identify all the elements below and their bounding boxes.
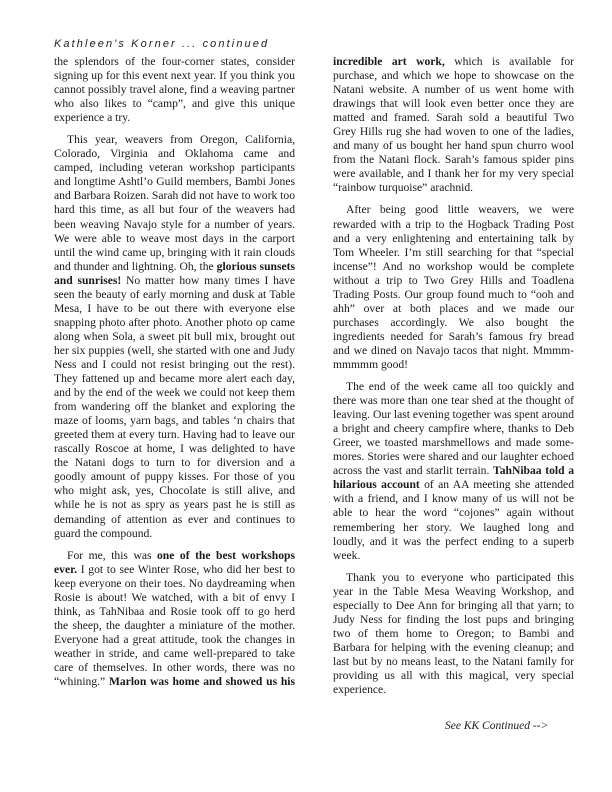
- bold-phrase: glorious sunsets and sunrises!: [54, 259, 295, 287]
- paragraph: [333, 203, 574, 372]
- paragraph: [54, 549, 295, 689]
- paragraph-text: No matter how many times I have seen the beauty of early morning and dusk at Table Mesa, I have to be out there with everyone else snapping photo after photo. Another photo op came along when Sola, a sweet pit bull mix, brought out her six puppies (well, she started with one and Judy Ness and I could not resist bringing out the rest). They fattened up and became more alert each day, and by the end of the week we could not keep them from wandering off the blanket and exploring the maze of looms, yarn bags, and tables ‘n chairs that greeted them at every turn. Having had to leave our rascally Roscoe at home, I was delighted to have the Natani dogs to turn to for diversion and a goodly amount of puppy kisses. For those of you who might ask, yes, Chocolate is still alive, and while he is not as spry as years past he is still as demanding of attention as ever and continues to guard the compound.: [54, 273, 295, 540]
- left-column: [54, 55, 295, 697]
- paragraph-text: which is available for purchase, and which we hope to showcase on the Natani website. A number of us went home with drawings that will look even better once they are matted and framed. Sarah sold a beautiful Two Grey Hills rug she had woven to one of the ladies, and many of us bought her hand spun churro wool from the Natani flock. Sarah’s famous spider pins were available, and I thank her for my very special “rainbow turquoise” arachnid.: [333, 55, 574, 195]
- paragraph: [54, 55, 295, 125]
- paragraph-text: the splendors of the four-corner states, consider signing up for this event next year. If you think you cannot possibly travel alone, find a weaving partner who also likes to “camp”, and give this unique experience a try.: [54, 55, 295, 125]
- bold-phrase: incredible art work,: [333, 55, 445, 68]
- paragraph: [333, 55, 574, 195]
- paragraph-text: For me, this was: [67, 548, 157, 562]
- continued-link[interactable]: See KK Continued -->: [445, 720, 549, 732]
- bold-phrase: Marlon was home and showed us his: [108, 675, 296, 689]
- paragraph-text: The end of the week came all too quickly and there was more than one tear shed at the thought of leaving. Our last evening together was spent around a bright and cheery campfire where, thanks to Deb Greer, we toasted marshmellows and made some-mores. Stories were shared and our laughter echoed across the vast and starlit terrain.: [333, 380, 574, 478]
- paragraph-text: This year, weavers from Oregon, California, Colorado, Virginia and Oklahoma came and camped, including veteran workshop participants and longtime Ashtl’o Guild members, Bambi Jones and Barbara Roizen. Sarah did not have to work too hard this time, as all but four of the weavers had been weaving Navajo style for a number of years. We were able to weave most days in the carport until the wind came up, bringing with it rain clouds and thunder and lightning. Oh, the: [54, 133, 295, 273]
- paragraph: [333, 571, 574, 697]
- page-header: Kathleen's Korner ... continued: [54, 38, 270, 50]
- paragraph-text: After being good little weavers, we were rewarded with a trip to the Hogback Trading Post and a very enlightening and entertaining talk by Tom Wheeler. I’m still searching for that “special incense”! And no workshop would be complete without a trip to Two Grey Hills and Toadlena Trading Posts. Our group found much to “ooh and ahh” over at both places and we made our purchases accordingly. We also bought the ingredients needed for Sarah’s famous fry bread and we dined on Navajo tacos that night. Mmmm-mmmmm good!: [333, 203, 574, 371]
- bold-phrase: one of the best workshops ever.: [54, 548, 295, 576]
- paragraph: [333, 380, 574, 563]
- bold-phrase: TahNibaa told a hilarious account: [333, 464, 575, 492]
- paragraph-text: of an AA meeting she attended with a friend, and I know many of us will not be able to hear the word “cojones” again without remembering her story. We laughed long and loudly, and it was the perfect ending to a superb week.: [333, 478, 574, 562]
- paragraph-text: I got to see Winter Rose, who did her best to keep everyone on their toes. No daydreaming when Rosie is about! We watched, with a bit of envy I think, as TahNibaa and Rosie took off to go herd the sheep, the daughter a miniature of the mother. Everyone had a great attitude, took the changes in weather in stride, and came well-prepared to take care of themselves. In other words, there was no “whining.”: [54, 562, 295, 689]
- paragraph-text: Thank you to everyone who participated this year in the Table Mesa Weaving Workshop, and especially to Dee Ann for bringing all that yarn; to Judy Ness for finding the lost pups and bringing two of them home to Oregon; to Bambi and Barbara for helping with the evening cleanup; and last but by no means least, to the Natani family for providing us all with this magical, very special experience.: [333, 570, 574, 697]
- paragraph: [54, 133, 295, 540]
- right-column: [333, 55, 574, 705]
